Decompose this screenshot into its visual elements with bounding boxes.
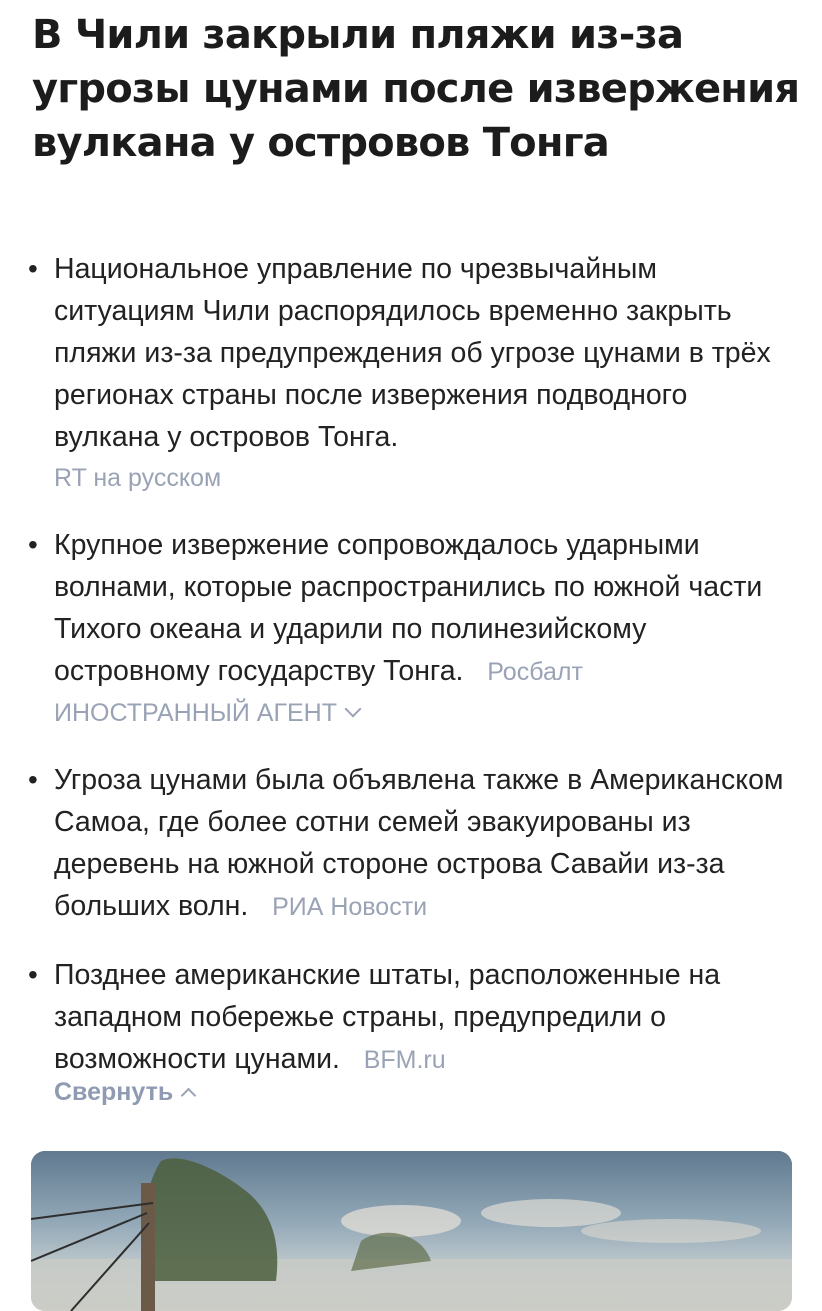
source-link[interactable]: BFM.ru (363, 1046, 446, 1074)
chevron-down-icon (345, 701, 362, 718)
article-photo[interactable] (31, 1151, 792, 1311)
summary-item (0, 524, 822, 733)
article-title: В Чили закрыли пляжи из-за угрозы цунами после извержения вулкана у островов Тонга (32, 12, 800, 166)
summary-text: Угроза цунами была объявлена также в Американском Самоа, где более сотни семей эвакуированы из деревень на южной стороне острова Савайи из-за больших волн. (54, 764, 784, 922)
photo-scene (31, 1151, 792, 1311)
source-link[interactable]: RT на русском (54, 464, 222, 492)
summary-list (0, 248, 822, 1081)
collapse-label: Свернуть (54, 1078, 174, 1106)
chevron-up-icon (181, 1088, 197, 1104)
foreign-agent-badge[interactable] (54, 693, 798, 733)
summary-text: Позднее американские штаты, расположенные на западном побережье страны, предупредили о возможности цунами. (54, 959, 721, 1075)
bullet-dot: • (28, 529, 38, 560)
source-link[interactable]: РИА Новости (272, 893, 428, 921)
source-link[interactable]: Росбалт (487, 658, 583, 686)
collapse-button[interactable] (54, 1078, 194, 1107)
bullet-dot: • (28, 959, 38, 990)
summary-text: Национальное управление по чрезвычайным ситуациям Чили распорядилось временно закрыть пляжи из-за предупреждения об угрозе цунами в трёх регионах страны после извержения подводного вулкана у островов Тонга. (54, 253, 771, 453)
summary-item (0, 759, 822, 928)
bullet-dot: • (28, 253, 38, 284)
foreign-agent-label: ИНОСТРАННЫЙ АГЕНТ (54, 699, 338, 727)
summary-text: Крупное извержение сопровождалось ударными волнами, которые распространились по южной части Тихого океана и ударили по полинезийскому островному государству Тонга. (54, 529, 763, 687)
summary-item (0, 248, 822, 498)
bullet-dot: • (28, 764, 38, 795)
summary-item (0, 954, 822, 1081)
